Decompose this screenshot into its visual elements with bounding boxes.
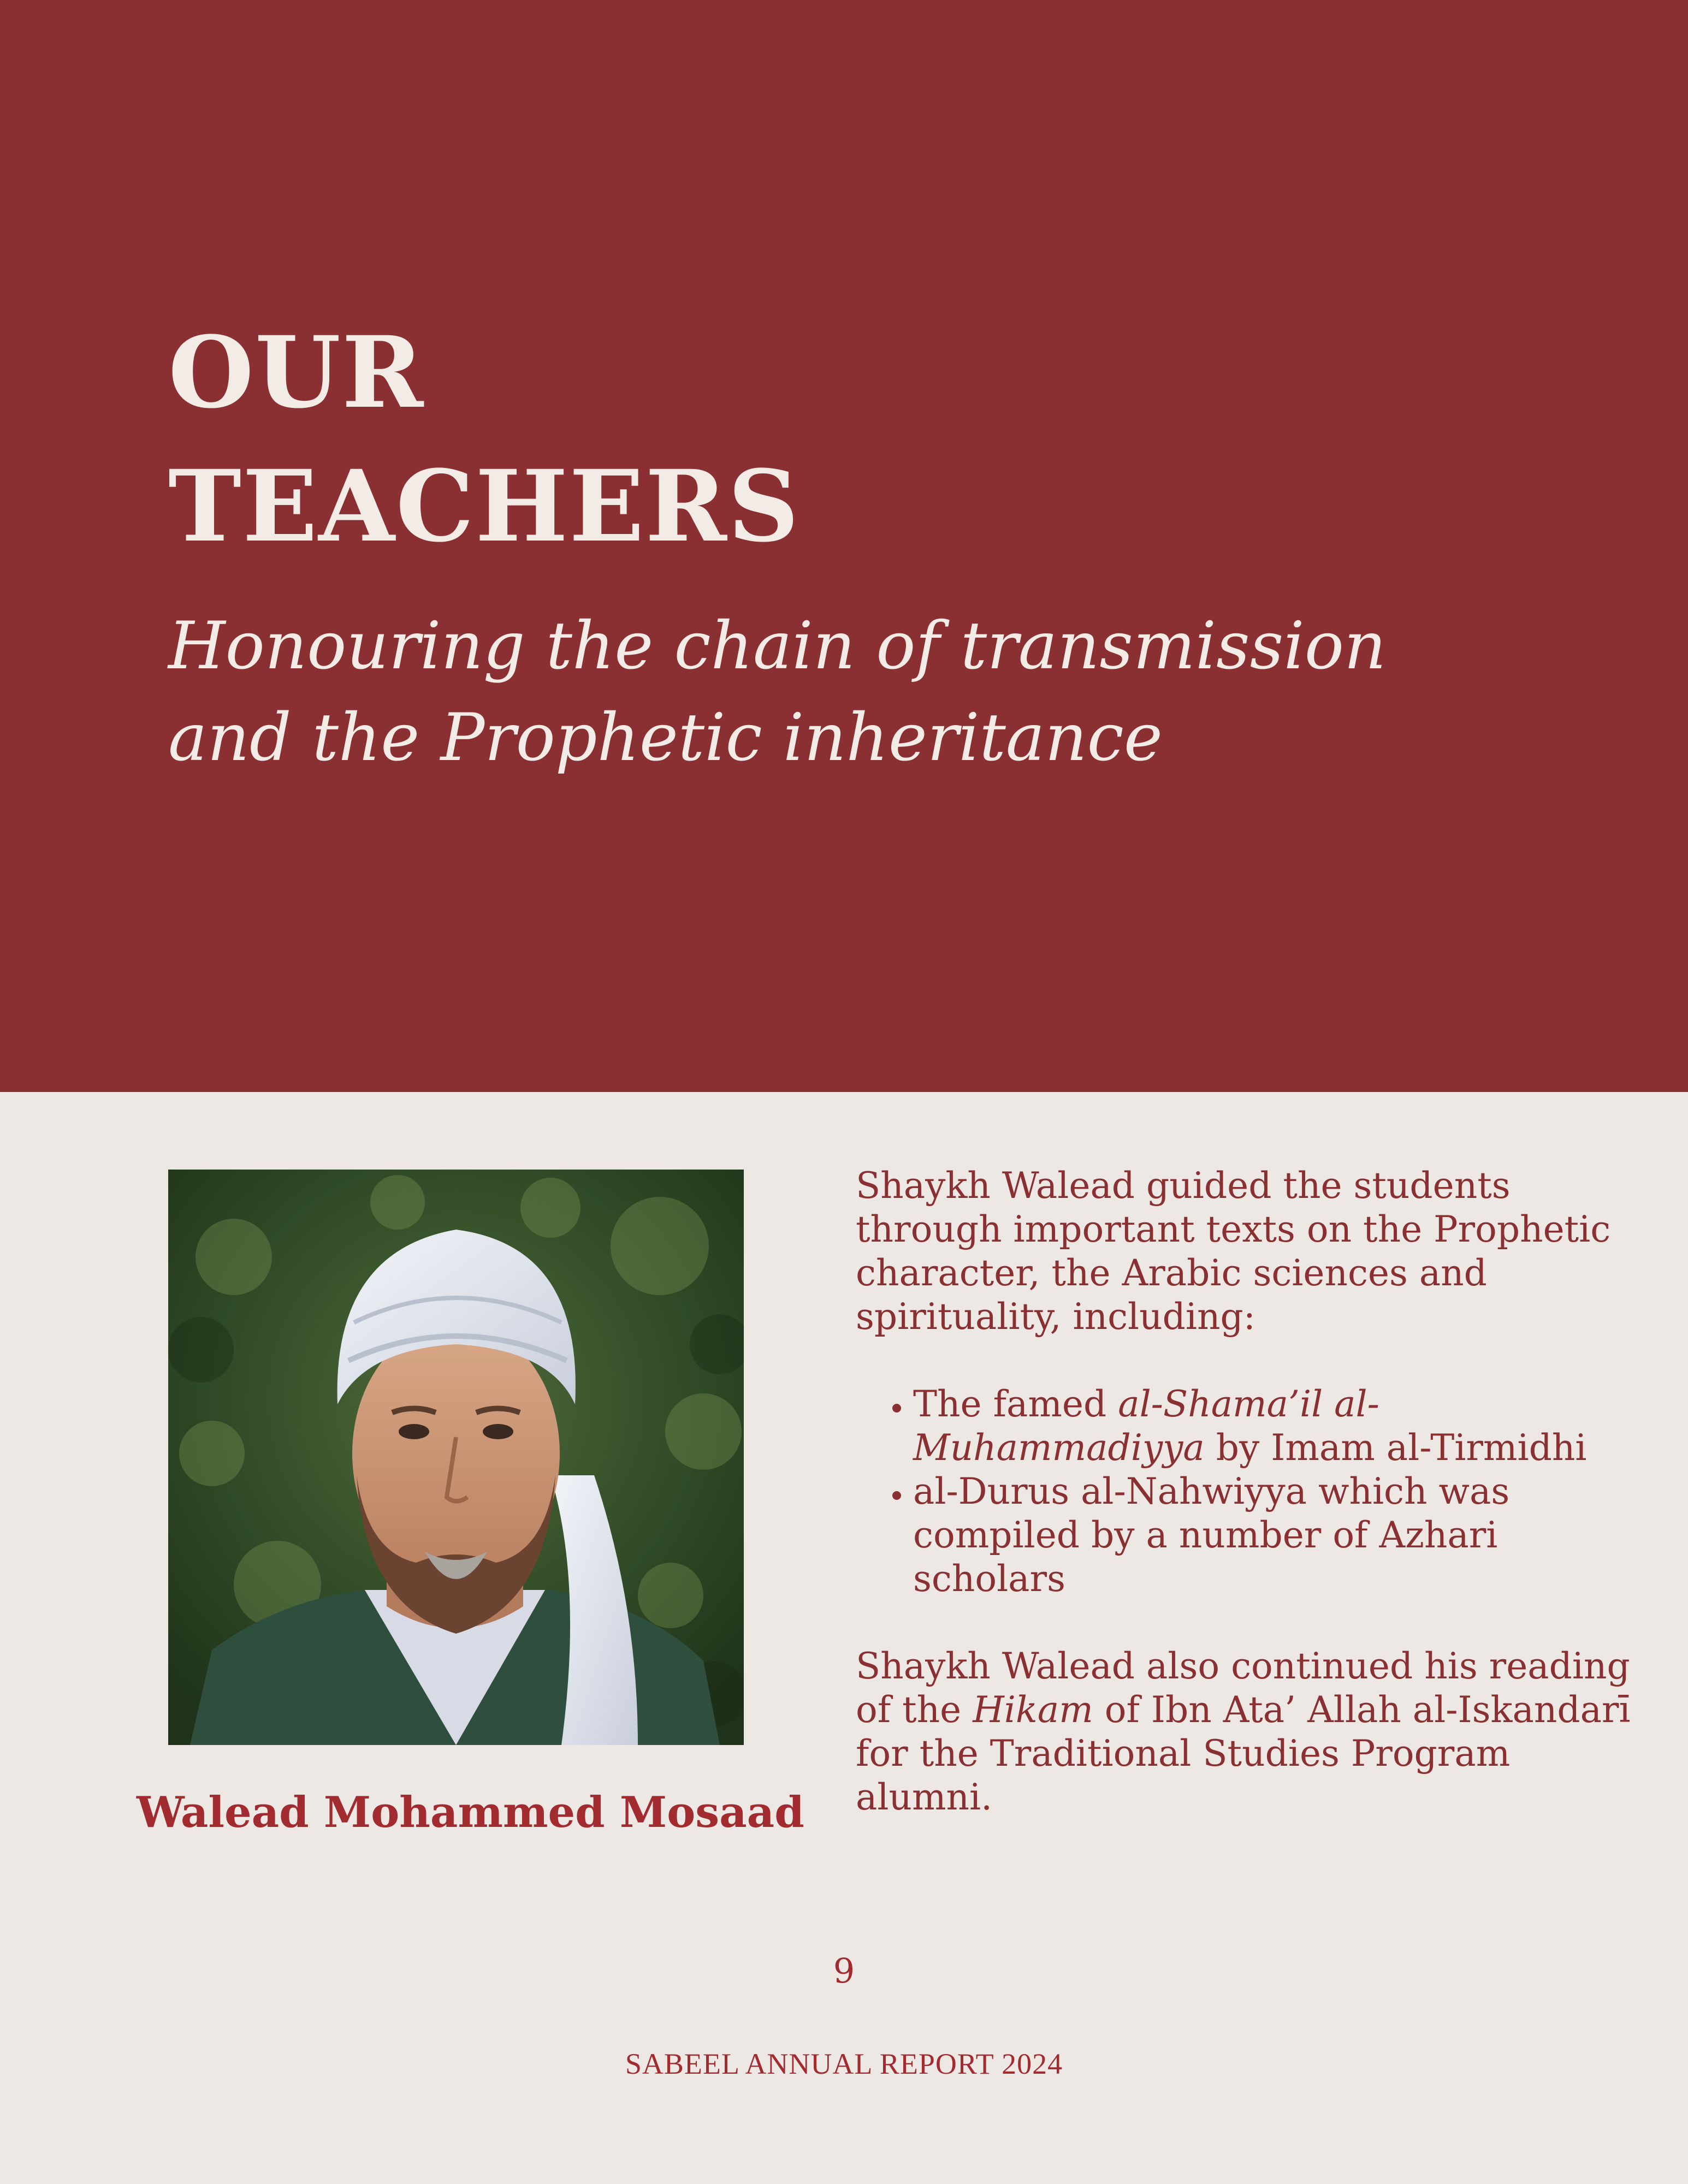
list-item <box>913 1382 1642 1470</box>
page-subtitle-line-1: Honouring the chain of transmission <box>168 608 1387 684</box>
page-number: 9 <box>833 1951 855 1991</box>
teacher-bio <box>856 1164 1642 1819</box>
list-item-text: by Imam al-Tirmidhi <box>1204 1427 1587 1469</box>
bio-intro: Shaykh Walead guided the students through important texts on the Prophetic character, the Arabic sciences and spirituality, including: <box>856 1165 1611 1338</box>
book-title: al-Shama’il al-Muhammadiyya <box>913 1383 1379 1469</box>
book-title: Hikam <box>973 1689 1093 1731</box>
list-item-text: The famed <box>913 1383 1118 1425</box>
footer-text: SABEEL ANNUAL REPORT 2024 <box>625 2048 1063 2080</box>
page-subtitle <box>168 601 1588 784</box>
teacher-name: Walead Mohammed Mosaad <box>137 1788 804 1837</box>
texts-list <box>856 1382 1642 1601</box>
bio-closing <box>856 1645 1642 1819</box>
list-item <box>913 1470 1642 1601</box>
list-item-text: al-Durus al-Nahwiyya which was compiled by a number of Azhari scholars <box>913 1470 1510 1600</box>
page-title <box>168 306 800 573</box>
teacher-portrait <box>168 1170 744 1745</box>
page-title-line-1: OUR <box>168 315 425 430</box>
page-title-line-2: TEACHERS <box>168 449 800 564</box>
page-subtitle-line-2: and the Prophetic inheritance <box>168 700 1163 776</box>
bio-closing-text: of Ibn Ata’ Allah al-Iskandarī for the Traditional Studies Program alumni. <box>856 1689 1631 1818</box>
bio-closing-text: Shaykh Walead also continued his reading of the <box>856 1645 1630 1731</box>
